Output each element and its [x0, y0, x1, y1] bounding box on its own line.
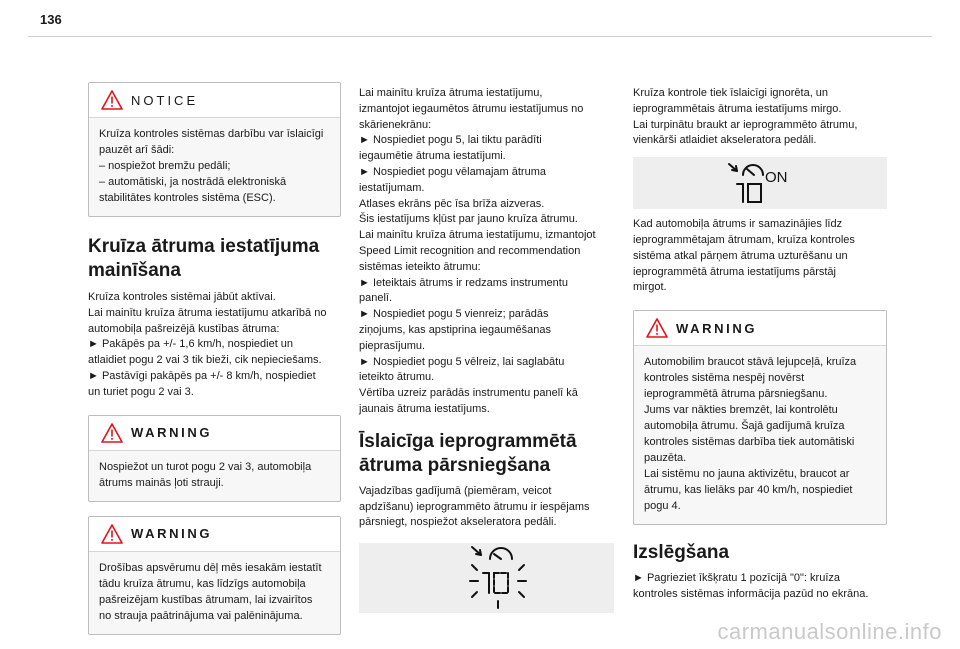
- warning-line: Lai sistēmu no jauna aktivizētu, braucot ar: [644, 468, 850, 481]
- section-title: Kruīza ātruma iestatījuma mainīšana: [88, 236, 320, 281]
- warning-line: automobiļa ātrumu. Šajā gadījumā kruīza: [644, 420, 845, 433]
- text-line: ► Nospiediet pogu 5 vēlreiz, lai saglabātu: [359, 355, 565, 368]
- warning-line: Drošības apsvērumu dēļ mēs iesakām iestatīt: [99, 561, 322, 574]
- warning-line: Jums var nākties bremzēt, lai kontrolētu: [644, 404, 838, 417]
- section-text: [633, 86, 887, 149]
- column-3: [633, 86, 887, 603]
- notice-line: – automātiski, ja nostrādā elektroniskā: [99, 176, 287, 188]
- text-line: pieprasījumu.: [359, 339, 426, 352]
- text-line: ► Nospiediet pogu vēlamajam ātruma: [359, 165, 546, 178]
- section-text: [359, 86, 614, 418]
- warning-body: [89, 451, 340, 501]
- warning-header: [634, 311, 886, 346]
- section-change-speed: [88, 235, 341, 401]
- warning-line: pogu 4.: [644, 500, 681, 513]
- figure-blinking-speed: [359, 543, 614, 613]
- warning-line: ātrums mainās ļoti strauji.: [99, 476, 224, 489]
- text-line: jaunais ātruma iestatījums.: [359, 402, 490, 415]
- text-line: mirgot.: [633, 281, 667, 294]
- warning-line: tādu kruīza ātrumu, kas līdzīgs automobiļa: [99, 577, 306, 590]
- text-line: sistēma atkal pārņem ātruma uzturēšanu un: [633, 249, 848, 262]
- figure-speed-on: [633, 157, 887, 209]
- warning-title: WARNING: [131, 425, 213, 441]
- column-1: [88, 82, 341, 635]
- on-label: ON: [765, 169, 788, 187]
- section-text: [359, 484, 614, 531]
- text-line: Lai mainītu kruīza ātruma iestatījumu atkarībā no: [88, 306, 327, 319]
- warning-line: pauzēta.: [644, 452, 687, 465]
- text-line: apdzīšanu) ieprogrammēto ātrumu ir iespējams: [359, 500, 590, 513]
- warning-triangle-icon: [101, 90, 123, 110]
- text-line: Lai mainītu kruīza ātruma iestatījumu,: [359, 87, 543, 99]
- warning-line: pašreizējam kustības ātrumam, lai izvairītos: [99, 593, 313, 606]
- text-line: Lai mainītu kruīza ātruma iestatījumu, izmantojot: [359, 229, 596, 242]
- text-line: ► Nospiediet pogu 5, lai tiktu parādīti: [359, 134, 542, 147]
- text-line: iestatījumam.: [359, 181, 425, 194]
- text-line: ieprogrammētais ātruma iestatījums mirgo.: [633, 102, 842, 115]
- warning-box-1: [88, 415, 341, 502]
- warning-triangle-icon: [646, 318, 668, 338]
- text-line: atlaidiet pogu 2 vai 3 tik bieži, cik nepieciešams.: [88, 354, 322, 367]
- text-line: sistēmas ieteikto ātrumu:: [359, 260, 481, 273]
- text-line: un turiet pogu 2 vai 3.: [88, 385, 194, 398]
- notice-box: [88, 82, 341, 217]
- warning-triangle-icon: [101, 423, 123, 443]
- notice-line: Kruīza kontroles sistēmas darbību var īslaicīgi: [99, 128, 324, 140]
- warning-body: [634, 346, 886, 524]
- warning-line: ieprogrammētā ātruma pārsniegšanu.: [644, 388, 828, 401]
- warning-box-2: [88, 516, 341, 635]
- text-line: Atlases ekrāns pēc īsa brīža aizveras.: [359, 197, 545, 210]
- text-line: Vajadzības gadījumā (piemēram, veicot: [359, 484, 552, 497]
- notice-line: – nospiežot bremžu pedāli;: [99, 160, 231, 172]
- column-2: [359, 86, 614, 613]
- text-line: kontroles sistēmas informācija pazūd no ekrāna.: [633, 587, 869, 600]
- text-line: ► Nospiediet pogu 5 vienreiz; parādās: [359, 308, 549, 321]
- warning-line: ātrumu, kas lielāks par 40 km/h, nospiediet: [644, 484, 853, 497]
- text-line: izmantojot iegaumētos ātrumu iestatījumus no: [359, 102, 584, 115]
- text-line: panelī.: [359, 292, 393, 305]
- text-line: ► Ieteiktais ātrums ir redzams instrumentu: [359, 276, 568, 289]
- text-line: skārienekrānu:: [359, 118, 432, 131]
- text-line: ieprogrammētā ātruma iestatījums pārstāj: [633, 265, 836, 278]
- warning-body: [89, 552, 340, 634]
- text-line: Speed Limit recognition and recommendation: [359, 244, 581, 257]
- section-title: Izslēgšana: [633, 542, 730, 564]
- text-line: Vērtība uzreiz parādās instrumentu panelī kā: [359, 387, 578, 400]
- section-text: [633, 571, 887, 603]
- warning-title: WARNING: [131, 526, 213, 542]
- text-line: automobiļa pašreizējā kustības ātruma:: [88, 322, 280, 335]
- text-line: Šis iestatījums kļūst par jauno kruīza ātrumu.: [359, 213, 578, 226]
- warning-title: WARNING: [676, 320, 758, 336]
- warning-line: kontroles sistēmas darbība tiek automātiski: [644, 436, 855, 449]
- notice-header: [89, 83, 340, 118]
- text-line: ieteikto ātrumu.: [359, 371, 435, 384]
- warning-box-3: [633, 310, 887, 525]
- text-line: Kruīza kontrole tiek īslaicīgi ignorēta, un: [633, 87, 829, 99]
- text-line: Kad automobiļa ātrums ir samazinājies līdz: [633, 218, 843, 231]
- warning-header: [89, 416, 340, 451]
- header-divider: [28, 36, 932, 37]
- notice-line: stabilitātes kontroles sistēma (ESC).: [99, 192, 276, 204]
- section-title: Īslaicīga ieprogrammētā ātruma pārsniegšana: [359, 430, 577, 476]
- watermark: carmanualsonline.info: [717, 619, 942, 644]
- section-text: [88, 290, 341, 401]
- text-line: ► Pagrieziet īkšķratu 1 pozīcijā "0": kruīza: [633, 572, 841, 585]
- warning-line: kontroles sistēma nespēj novērst: [644, 372, 805, 385]
- notice-line: pauzēt arī šādi:: [99, 144, 175, 156]
- text-line: ► Pastāvīgi pakāpēs pa +/- 8 km/h, nospiediet: [88, 369, 316, 382]
- text-line: vienkārši atlaidiet akseleratora pedāli.: [633, 134, 817, 147]
- cruise-speedometer-on-icon: [715, 160, 805, 206]
- warning-triangle-icon: [101, 524, 123, 544]
- text-line: ziņojums, kas apstiprina iegaumēšanas: [359, 323, 551, 336]
- text-line: ieprogrammētajam ātrumam, kruīza kontroles: [633, 233, 855, 246]
- notice-title: NOTICE: [131, 92, 199, 108]
- warning-line: Nospiežot un turot pogu 2 vai 3, automobiļa: [99, 460, 312, 473]
- notice-body: [89, 118, 340, 216]
- page-number: 136: [40, 12, 62, 27]
- text-line: iegaumētie ātruma iestatījumi.: [359, 150, 506, 163]
- cruise-speedometer-blinking-icon: [432, 545, 542, 611]
- warning-line: Automobilim braucot stāvā lejupceļā, kruīza: [644, 356, 857, 369]
- warning-header: [89, 517, 340, 552]
- warning-line: no strauja paātrinājuma vai palēninājuma.: [99, 609, 303, 622]
- text-line: Lai turpinātu braukt ar ieprogrammēto ātrumu,: [633, 118, 858, 131]
- text-line: Kruīza kontroles sistēmai jābūt aktīvai.: [88, 291, 276, 303]
- section-text: [633, 217, 887, 296]
- text-line: ► Pakāpēs pa +/- 1,6 km/h, nospiediet un: [88, 338, 294, 351]
- text-line: pārsniegt, nospiežot akseleratora pedāli.: [359, 516, 557, 529]
